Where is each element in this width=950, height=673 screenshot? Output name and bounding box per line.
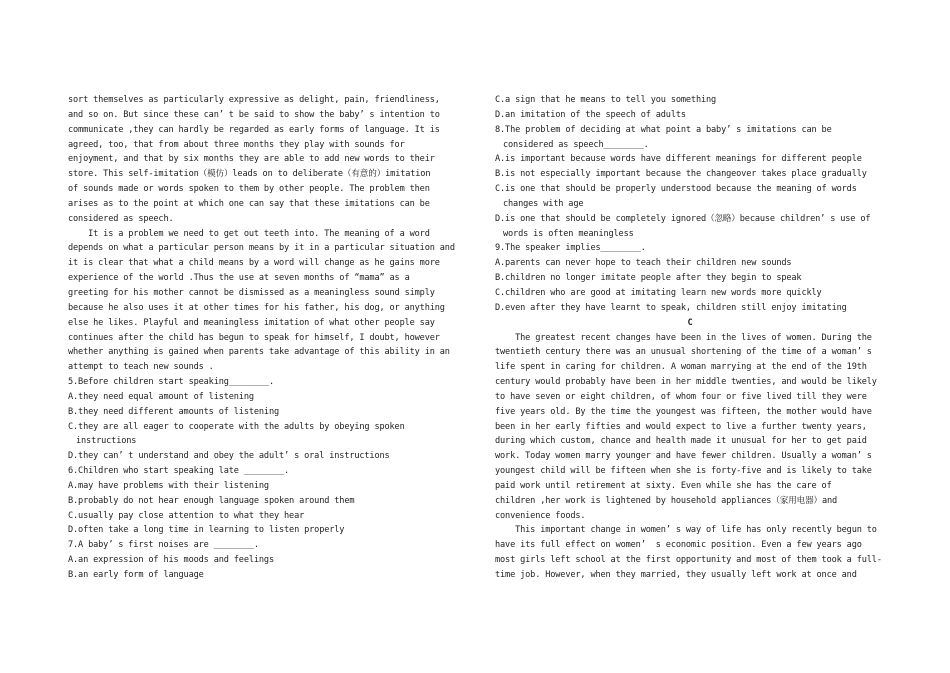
text-line: C.children who are good at imitating learn new words more quickly xyxy=(495,287,822,298)
text-line: because he also uses it at other times for his father, his dog, or anything xyxy=(68,302,445,313)
text-line: C.is one that should be properly understood because the meaning of words xyxy=(495,184,857,195)
text-line: convenience foods. xyxy=(495,510,586,521)
text-line: C.a sign that he means to tell you something xyxy=(495,95,717,105)
text-line: time job. However, when they married, they usually left work at once and xyxy=(495,570,857,580)
text-line: A.they need equal amount of listening xyxy=(68,391,254,402)
text-line: 8.The problem of deciding at what point a baby’ s imitations can be xyxy=(495,124,832,135)
text-line: have its full effect on women’ s economic position. Even a few years ago xyxy=(495,540,862,551)
text-line: children ,her work is lightened by household appliances（家用电器）and xyxy=(495,495,838,506)
text-line: This important change in women’ s way of life has only recently begun to xyxy=(495,525,877,536)
text-line: work. Today women marry younger and have fewer children. Usually a woman’ s xyxy=(495,451,872,462)
text-line: depends on what a particular person means by it in a particular situation and xyxy=(68,243,455,254)
text-line: most girls left school at the first opportunity and most of them took a full- xyxy=(495,555,882,566)
left-column xyxy=(68,93,460,583)
text-line: during which custom, chance and health made it unusual for her to get paid xyxy=(495,436,867,447)
text-line: words is often meaningless xyxy=(503,228,634,239)
text-line: B.children no longer imitate people after they begin to speak xyxy=(495,273,802,284)
text-line: D.an imitation of the speech of adults xyxy=(495,109,686,120)
text-line: store. This self-imitation（模仿）leads on to deliberate（有意的）imitation xyxy=(68,169,431,180)
text-line: communicate ,they can hardly be regarded as early forms of language. It is xyxy=(68,124,440,135)
text-line: D.even after they have learnt to speak, children still enjoy imitating xyxy=(495,302,847,313)
text-line: five years old. By the time the youngest was fifteen, the mother would have xyxy=(495,406,872,417)
text-line: A.is important because words have different meanings for different people xyxy=(495,154,862,165)
text-line: 7.A baby’ s first noises are ________. xyxy=(68,540,259,551)
text-line: D.they can’ t understand and obey the adult’ s oral instructions xyxy=(68,451,390,462)
text-line: B.an early form of language xyxy=(68,570,204,580)
text-line: twentieth century there was an unusual shortening of the time of a woman’ s xyxy=(495,347,872,358)
text-line: instructions xyxy=(76,436,137,447)
text-line: A.parents can never hope to teach their children new sounds xyxy=(495,258,792,269)
text-line: enjoyment, and that by six months they are able to add new words to their xyxy=(68,154,435,165)
text-line: It is a problem we need to get out teeth into. The meaning of a word xyxy=(68,228,430,239)
text-line: D.often take a long time in learning to listen properly xyxy=(68,525,345,536)
text-line: arises as to the point at which one can say that these imitations can be xyxy=(68,198,430,209)
text-line: continues after the child has begun to speak for himself, I doubt, however xyxy=(68,332,440,343)
text-line: C.they are all eager to cooperate with the adults by obeying spoken xyxy=(68,421,405,432)
text-line: century would probably have been in her middle twenties, and would be likely xyxy=(495,377,877,388)
text-line: B.is not especially important because the changeover takes place gradually xyxy=(495,169,867,180)
text-line: it is clear that what a child means by a word will change as he gains more xyxy=(68,258,440,269)
text-line: sort themselves as particularly expressive as delight, pain, friendliness, xyxy=(68,95,440,105)
section-heading: C xyxy=(687,317,693,328)
text-line: experience of the world .Thus the use at seven months of “mama” as a xyxy=(68,273,410,284)
text-line: The greatest recent changes have been in the lives of women. During the xyxy=(495,332,872,343)
text-line: to have seven or eight children, of whom four or five lived till they were xyxy=(495,391,867,402)
text-line: considered as speech________. xyxy=(503,139,649,150)
text-line: whether anything is gained when parents take advantage of this ability in an xyxy=(68,347,450,358)
text-line: of sounds made or words spoken to them by other people. The problem then xyxy=(68,184,430,195)
text-line: considered as speech. xyxy=(68,213,174,224)
text-line: B.they need different amounts of listening xyxy=(68,406,280,417)
text-line: life spent in caring for children. A woman marrying at the end of the 19th xyxy=(495,362,867,373)
text-line: youngest child will be fifteen when she is forty-five and is likely to take xyxy=(495,466,872,477)
text-line: paid work until retirement at sixty. Even while she has the care of xyxy=(495,480,832,491)
text-line: 6.Children who start speaking late ________. xyxy=(68,466,290,477)
right-column xyxy=(495,93,885,583)
text-line: 5.Before children start speaking________. xyxy=(68,377,274,388)
text-line: and so on. But since these can’ t be said to show the baby’ s intention to xyxy=(68,109,440,120)
text-line: C.usually pay close attention to what they hear xyxy=(68,510,305,521)
text-line: agreed, too, that from about three months they play with sounds for xyxy=(68,139,405,150)
text-line: D.is one that should be completely ignored（忽略）because children’ s use of xyxy=(495,213,871,224)
text-line: A.an expression of his moods and feelings xyxy=(68,555,274,566)
text-line: greeting for his mother cannot be dismissed as a meaningless sound simply xyxy=(68,287,435,298)
text-line: 9.The speaker implies________. xyxy=(495,243,646,254)
text-line: else he likes. Playful and meaningless imitation of what other people say xyxy=(68,317,435,328)
text-line: changes with age xyxy=(503,198,584,209)
text-line: been in her early fifties and would expect to live a further twenty years, xyxy=(495,421,867,432)
text-line: attempt to teach new sounds . xyxy=(68,362,214,373)
text-line: B.probably do not hear enough language spoken around them xyxy=(68,495,355,506)
text-line: A.may have problems with their listening xyxy=(68,480,269,491)
